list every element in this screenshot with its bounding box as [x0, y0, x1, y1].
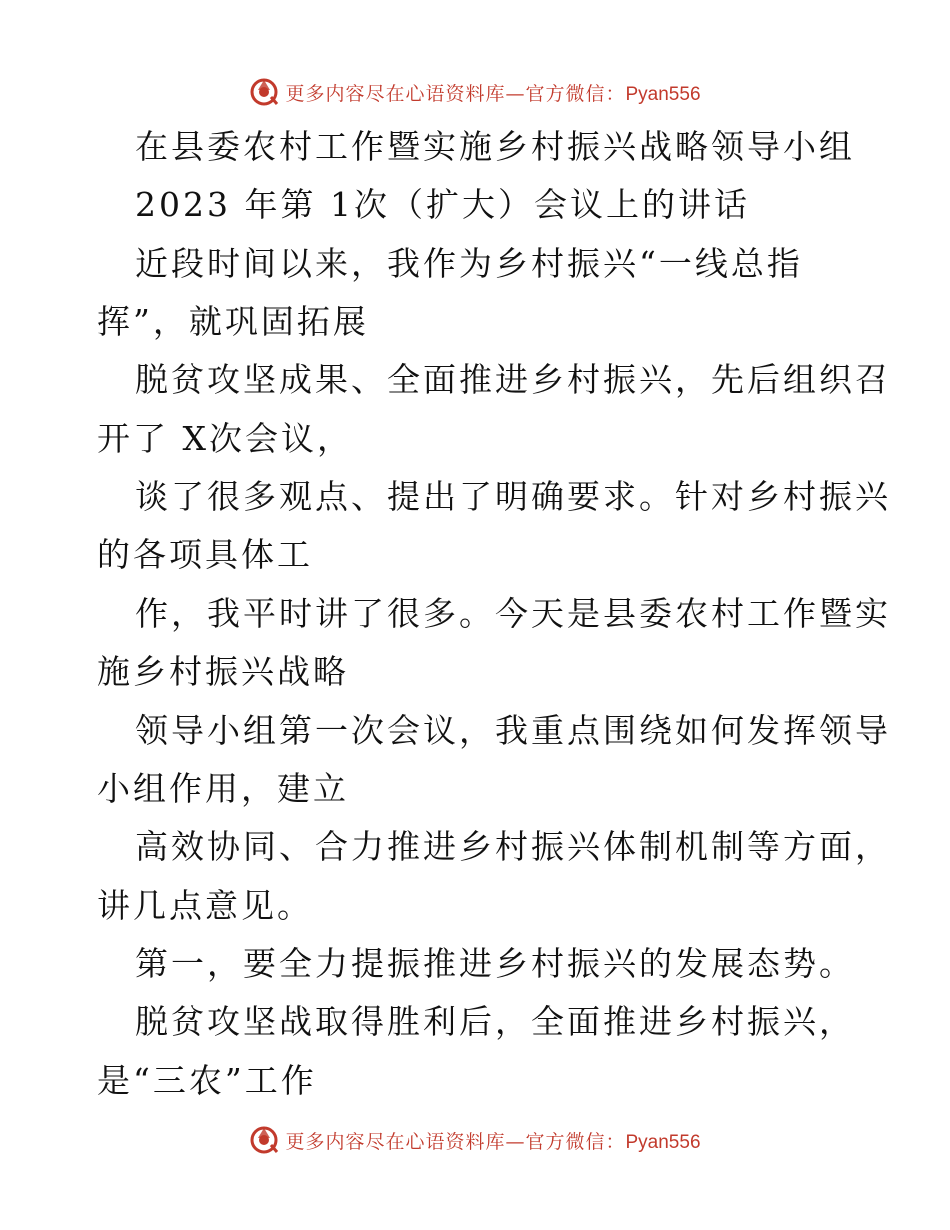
paragraph-line: 是“三农”工作 — [97, 1061, 317, 1100]
paragraph-line: 挥”，就巩固拓展 — [97, 302, 369, 341]
paragraph-line: 近段时间以来，我作为乡村振兴“一线总指 — [135, 244, 803, 283]
paragraph-line: 施乡村振兴战略 — [97, 652, 349, 691]
footer-watermark — [0, 1120, 950, 1160]
watermark-text-cn: 更多内容尽在心语资料库—官方微信： — [285, 1130, 626, 1153]
brand-logo-icon — [249, 1125, 279, 1155]
header-watermark — [0, 72, 950, 112]
watermark-text — [285, 79, 700, 106]
watermark-wechat-id: Pyan556 — [625, 83, 701, 105]
watermark-wechat-id: Pyan556 — [625, 1131, 701, 1153]
brand-logo-icon — [249, 77, 279, 107]
paragraph-line: 开了 X次会议， — [97, 419, 353, 458]
paragraph-line: 脱贫攻坚战取得胜利后，全面推进乡村振兴， — [135, 1002, 855, 1041]
paragraph-line: 领导小组第一次会议，我重点围绕如何发挥领导 — [135, 711, 891, 750]
paragraph-line: 的各项具体工 — [97, 535, 313, 574]
title-line-2: 2023 年第 1次（扩大）会议上的讲话 — [135, 185, 750, 224]
paragraph-line: 小组作用，建立 — [97, 769, 349, 808]
title-line-1: 在县委农村工作暨实施乡村振兴战略领导小组 — [135, 127, 855, 166]
paragraph-line: 讲几点意见。 — [97, 886, 313, 925]
paragraph-line: 作，我平时讲了很多。今天是县委农村工作暨实 — [135, 594, 891, 633]
section-heading: 第一，要全力提振推进乡村振兴的发展态势。 — [135, 944, 855, 983]
watermark-text-cn: 更多内容尽在心语资料库—官方微信： — [285, 82, 626, 105]
paragraph-line: 谈了很多观点、提出了明确要求。针对乡村振兴 — [135, 477, 891, 516]
paragraph-line: 脱贫攻坚成果、全面推进乡村振兴，先后组织召 — [135, 360, 891, 399]
watermark-text — [285, 1127, 700, 1154]
paragraph-line: 高效协同、合力推进乡村振兴体制机制等方面， — [135, 827, 891, 866]
